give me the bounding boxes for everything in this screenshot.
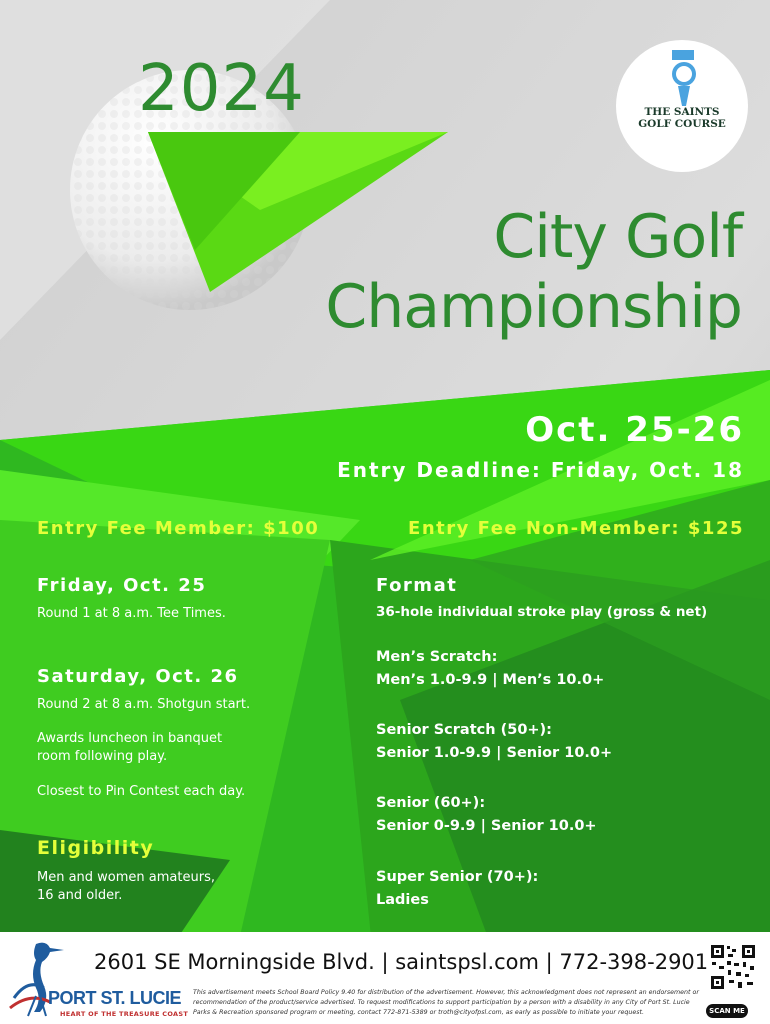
senior50-heading: Senior Scratch (50+):: [376, 722, 552, 738]
logo-text: [616, 106, 748, 130]
scan-me-label: SCAN ME: [706, 1004, 748, 1018]
contact-address: 2601 SE Morningside Blvd. | saintspsl.com | 772-398-2901: [94, 950, 709, 974]
day2-text2a: Awards luncheon in banquet: [37, 731, 223, 746]
page-title: [232, 202, 742, 342]
day2-text3: Closest to Pin Contest each day.: [37, 784, 246, 799]
super-senior-heading: Super Senior (70+):: [376, 869, 539, 885]
senior60-text: Senior 0-9.9 | Senior 10.0+: [376, 818, 597, 834]
event-dates: Oct. 25-26: [525, 410, 744, 450]
senior60-heading: Senior (60+):: [376, 795, 486, 811]
entry-deadline: Entry Deadline: Friday, Oct. 18: [337, 458, 744, 482]
day2-text1: Round 2 at 8 a.m. Shotgun start.: [37, 697, 251, 712]
city-tagline: HEART OF THE TREASURE COAST: [60, 1010, 189, 1018]
logo-line2: GOLF COURSE: [638, 118, 726, 130]
super-senior-text: Ladies: [376, 892, 429, 908]
format-heading: Format: [376, 575, 458, 596]
golf-tee-logo-icon: [664, 48, 704, 108]
title-line2: Championship: [325, 272, 742, 342]
day1-heading: Friday, Oct. 25: [37, 575, 207, 596]
qr-code-icon[interactable]: [710, 944, 756, 990]
senior50-text: Senior 1.0-9.9 | Senior 10.0+: [376, 745, 613, 761]
disclaimer-text: This advertisement meets School Board Policy 9.40 for distribution of the advertisement. However, this acknowledgment does not represent an endorsement or recommendation of the product/service advertised. To request modifications to support participation by a person with a disability in any City of Port St. Lucie Parks & Recreation sponsored program or meeting, contact 772-871-5389 or troth@cityofpsl.com, as early as possible to initiate your request.: [193, 989, 699, 1016]
day1-text: Round 1 at 8 a.m. Tee Times.: [37, 606, 226, 621]
fee-member: Entry Fee Member: $100: [37, 518, 320, 539]
event-year: 2024: [138, 52, 305, 126]
title-line1: City Golf: [493, 202, 742, 272]
format-intro: 36-hole individual stroke play (gross & net): [376, 604, 708, 620]
logo-line1: THE SAINTS: [644, 106, 720, 118]
day2-text2b: room following play.: [37, 749, 168, 764]
eligibility-line1: Men and women amateurs,: [37, 870, 215, 885]
eligibility-line2: 16 and older.: [37, 888, 123, 903]
fee-nonmember: Entry Fee Non-Member: $125: [408, 518, 744, 539]
city-name: PORT ST. LUCIE: [48, 988, 182, 1008]
eligibility-heading: Eligibility: [37, 837, 155, 859]
day2-heading: Saturday, Oct. 26: [37, 666, 239, 687]
mens-text: Men’s 1.0-9.9 | Men’s 10.0+: [376, 672, 605, 688]
mens-heading: Men’s Scratch:: [376, 649, 498, 665]
